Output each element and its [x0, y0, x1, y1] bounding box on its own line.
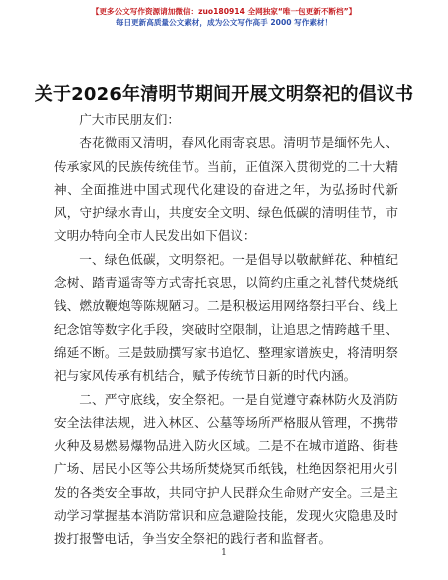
page-number: 1	[221, 548, 227, 558]
document-body	[54, 108, 398, 551]
banner-line-2: 每日更新高质量公文素材，成为公文写作高手 2000 写作素材！	[115, 18, 333, 27]
banner-line-1: 【更多公文写作资源请加微信：zuo180914 全网独家“唯一包更新不断档”】	[91, 7, 357, 16]
paragraph-intro: 杏花微雨又清明，春风化雨寄哀思。清明节是缅怀先人、传承家风的民族传统佳节。当前，正值深入贯彻党的二十大精神、全面推进中国式现代化建设的奋进之年，为弘扬时代新风，守护绿水青山，共度安全文明、绿色低碳的清明佳节，市文明办特向全市人民发出如下倡议：	[54, 135, 398, 244]
header-banner	[0, 6, 448, 28]
paragraph-safety: 二、严守底线，安全祭祀。一是自觉遵守森林防火及消防安全法律法规，进入林区、公墓等场所严格服从管理，不携带火种及易燃易爆物品进入防火区域。二是不在城市道路、街巷广场、居民小区等公共场所焚烧冥币纸钱，杜绝因祭祀用火引发的各类安全事故，共同守护人民群众生命财产安全。三是主动学习掌握基本消防常识和应急避险技能，发现火灾隐患及时拨打报警电话，争当安全祭祀的践行者和监督者。	[54, 391, 398, 547]
document-title: 关于2026年清明节期间开展文明祭祀的倡议书	[34, 84, 414, 105]
salutation: 广大市民朋友们：	[79, 112, 180, 127]
paragraph-green-low-carbon: 一、绿色低碳，文明祭祀。一是倡导以敬献鲜花、种植纪念树、踏青遥寄等方式寄托哀思，以简约庄重之礼替代焚烧纸钱、燃放鞭炮等陈规陋习。二是积极运用网络祭扫平台、线上纪念馆等数字化手段，突破时空限制，让追思之情跨越千里、绵延不断。三是鼓励撰写家书追忆、整理家谱族史，将清明祭祀与家风传承有机结合，赋予传统节日新的时代内涵。	[54, 251, 398, 384]
